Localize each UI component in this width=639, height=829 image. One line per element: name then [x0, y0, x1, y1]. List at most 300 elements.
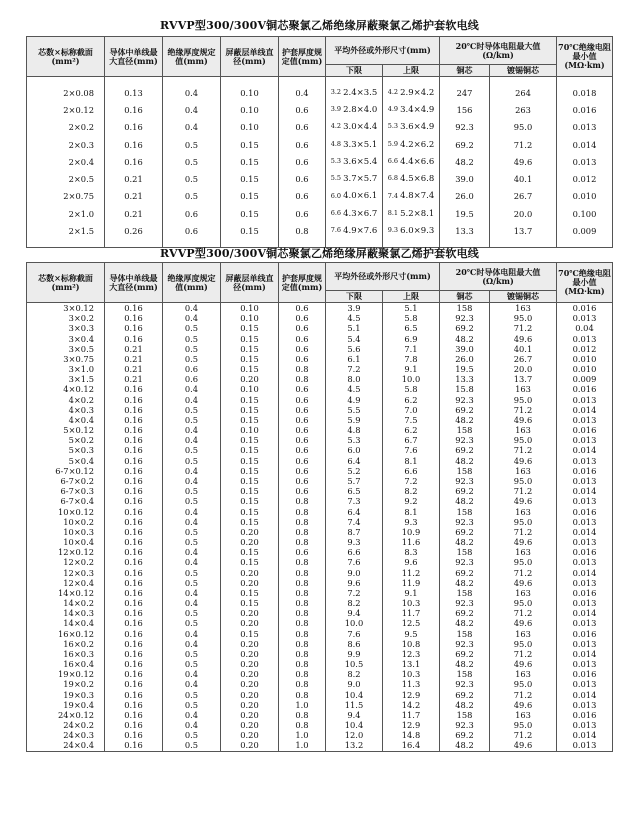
cell-outer-lower: 10.4: [326, 690, 383, 700]
table-row: [27, 445, 613, 455]
cell-shield: 0.15: [221, 476, 279, 486]
cell-conductor: 0.16: [105, 456, 163, 466]
cell-sheath: 0.8: [279, 578, 326, 588]
cell-spec: 14×0.4: [27, 618, 105, 628]
cell-outer-upper: 8.3: [383, 547, 440, 557]
cell-conductor: 0.16: [105, 476, 163, 486]
cell-insulation: 0.5: [163, 456, 221, 466]
table-row: [27, 608, 613, 618]
table-row: [27, 84, 613, 101]
cell-conductor: 0.16: [105, 101, 163, 118]
cell-shield: 0.15: [221, 222, 279, 239]
table-row: [27, 496, 613, 506]
cell-outer-lower: 6.1: [326, 354, 383, 364]
cell-res-copper: 92.3: [440, 395, 490, 405]
cell-res-tinned: 49.6: [490, 537, 557, 547]
cell-spec: 2×1.5: [27, 222, 105, 239]
cell-outer-lower: 7.4: [326, 517, 383, 527]
cell-sheath: 0.6: [279, 153, 326, 170]
table-row: [27, 425, 613, 435]
cell-res-copper: 247: [440, 84, 490, 101]
cell-conductor: 0.16: [105, 119, 163, 136]
cell-insulation: 0.5: [163, 153, 221, 170]
header-conductor: 导体中单线最大直径(mm): [105, 263, 163, 303]
cell-spec: 5×0.4: [27, 456, 105, 466]
cell-res-copper: 48.2: [440, 153, 490, 170]
cell-outer-upper: 6.2: [383, 425, 440, 435]
cell-shield: 0.10: [221, 425, 279, 435]
cell-shield: 0.20: [221, 730, 279, 740]
cell-outer-upper: [383, 136, 440, 153]
cell-res-tinned: 49.6: [490, 700, 557, 710]
cell-insulation-resistance: 0.016: [557, 669, 613, 679]
table-row: [27, 384, 613, 394]
cell-spec: 3×1.0: [27, 364, 105, 374]
cell-res-tinned: 163: [490, 303, 557, 314]
cell-insulation-resistance: 0.014: [557, 608, 613, 618]
cell-conductor: 0.16: [105, 395, 163, 405]
cell-insulation: 0.5: [163, 740, 221, 751]
cell-insulation-resistance: 0.013: [557, 334, 613, 344]
cell-insulation: 0.5: [163, 659, 221, 669]
cell-res-copper: 92.3: [440, 557, 490, 567]
cell-insulation-resistance: 0.014: [557, 136, 613, 153]
header-outer-diameter: 平均外径或外形尺寸(mm): [326, 263, 440, 291]
cell-res-tinned: 71.2: [490, 730, 557, 740]
cell-insulation: 0.5: [163, 405, 221, 415]
header-insulation-resistance: 70℃绝缘电阻最小值(MΩ·km): [557, 263, 613, 303]
cell-insulation: 0.4: [163, 557, 221, 567]
cell-outer-lower: 9.4: [326, 608, 383, 618]
cell-outer-upper: 14.2: [383, 700, 440, 710]
cell-sheath: 0.8: [279, 557, 326, 567]
cell-insulation-resistance: 0.013: [557, 435, 613, 445]
cell-res-copper: 158: [440, 466, 490, 476]
cell-conductor: 0.16: [105, 445, 163, 455]
table-row: [27, 740, 613, 751]
cell-outer-upper: 6.9: [383, 334, 440, 344]
table-row: [27, 364, 613, 374]
cell-res-tinned: 49.6: [490, 618, 557, 628]
header-res-tinned: 镀锡铜芯: [490, 291, 557, 303]
cell-insulation-resistance: 0.014: [557, 486, 613, 496]
header-resistance: 20℃时导体电阻最大值(Ω/km): [440, 37, 557, 65]
cell-shield: 0.10: [221, 384, 279, 394]
cell-insulation: 0.5: [163, 323, 221, 333]
cell-conductor: 0.16: [105, 720, 163, 730]
cell-res-copper: 13.3: [440, 374, 490, 384]
cell-outer-lower: [326, 153, 383, 170]
cell-outer-upper: 7.6: [383, 445, 440, 455]
spacer-cell: [440, 77, 490, 85]
outer-round-value: 4.9: [387, 105, 399, 114]
cell-insulation: 0.5: [163, 136, 221, 153]
cell-outer-upper: 7.5: [383, 415, 440, 425]
cell-res-tinned: 95.0: [490, 119, 557, 136]
cell-outer-lower: 5.5: [326, 405, 383, 415]
cell-insulation: 0.4: [163, 679, 221, 689]
cell-sheath: 0.8: [279, 506, 326, 516]
cell-spec: 3×0.2: [27, 313, 105, 323]
cell-conductor: 0.16: [105, 669, 163, 679]
table-row: [27, 506, 613, 516]
cell-res-copper: 158: [440, 669, 490, 679]
cell-insulation-resistance: 0.010: [557, 188, 613, 205]
cell-insulation-resistance: 0.012: [557, 344, 613, 354]
cell-insulation: 0.5: [163, 649, 221, 659]
cell-insulation-resistance: 0.010: [557, 364, 613, 374]
cell-conductor: 0.16: [105, 649, 163, 659]
cell-conductor: 0.21: [105, 354, 163, 364]
table-row: [27, 405, 613, 415]
cell-sheath: 0.8: [279, 639, 326, 649]
cell-outer-lower: [326, 188, 383, 205]
cell-shield: 0.15: [221, 136, 279, 153]
cell-outer-lower: [326, 170, 383, 187]
cell-res-copper: 48.2: [440, 537, 490, 547]
cell-spec: 19×0.4: [27, 700, 105, 710]
outer-round-value: 5.9: [387, 139, 399, 148]
cell-insulation-resistance: 0.013: [557, 578, 613, 588]
cell-res-tinned: 49.6: [490, 334, 557, 344]
cell-sheath: 0.6: [279, 119, 326, 136]
cell-insulation: 0.5: [163, 700, 221, 710]
cell-shield: 0.15: [221, 188, 279, 205]
cell-res-copper: 158: [440, 547, 490, 557]
table-row: [27, 374, 613, 384]
cell-conductor: 0.16: [105, 598, 163, 608]
cell-sheath: 0.6: [279, 425, 326, 435]
cell-insulation-resistance: 0.014: [557, 405, 613, 415]
cell-conductor: 0.16: [105, 710, 163, 720]
cell-sheath: 0.6: [279, 466, 326, 476]
cell-conductor: 0.16: [105, 730, 163, 740]
cell-sheath: 0.6: [279, 445, 326, 455]
cell-conductor: 0.16: [105, 334, 163, 344]
cell-outer-lower: 9.4: [326, 710, 383, 720]
header-outer-diameter: 平均外径或外形尺寸(mm): [326, 37, 440, 65]
cell-conductor: 0.16: [105, 567, 163, 577]
cell-spec: 10×0.12: [27, 506, 105, 516]
cell-outer-upper: 11.7: [383, 608, 440, 618]
cell-spec: 2×0.5: [27, 170, 105, 187]
cell-insulation-resistance: 0.013: [557, 517, 613, 527]
cell-sheath: 0.6: [279, 435, 326, 445]
table-row: [27, 578, 613, 588]
cell-insulation: 0.4: [163, 119, 221, 136]
cell-conductor: 0.21: [105, 364, 163, 374]
cell-outer-lower: 6.5: [326, 486, 383, 496]
cell-res-copper: 158: [440, 710, 490, 720]
spacer-cell: [221, 77, 279, 85]
cell-outer-upper: 13.1: [383, 659, 440, 669]
cell-res-copper: 48.2: [440, 740, 490, 751]
cell-outer-upper: [383, 205, 440, 222]
cell-res-copper: 92.3: [440, 435, 490, 445]
cell-outer-lower: 5.7: [326, 476, 383, 486]
cell-insulation-resistance: 0.016: [557, 547, 613, 557]
cell-sheath: 1.0: [279, 740, 326, 751]
cell-conductor: 0.16: [105, 629, 163, 639]
cell-insulation-resistance: 0.016: [557, 588, 613, 598]
cell-res-copper: 69.2: [440, 567, 490, 577]
cell-sheath: 0.6: [279, 334, 326, 344]
cell-spec: 6-7×0.3: [27, 486, 105, 496]
cell-conductor: 0.21: [105, 205, 163, 222]
outer-flat-value: 4.2×6.2: [400, 139, 435, 150]
cell-spec: 16×0.3: [27, 649, 105, 659]
cell-insulation: 0.5: [163, 618, 221, 628]
cell-conductor: 0.16: [105, 557, 163, 567]
cell-outer-lower: [326, 84, 383, 101]
cell-shield: 0.15: [221, 170, 279, 187]
cell-outer-upper: 8.2: [383, 486, 440, 496]
table-row: [27, 700, 613, 710]
cell-shield: 0.15: [221, 486, 279, 496]
outer-flat-value: 2.4×3.5: [343, 87, 378, 98]
cell-res-tinned: 95.0: [490, 313, 557, 323]
cell-spec: 4×0.12: [27, 384, 105, 394]
cell-shield: 0.15: [221, 445, 279, 455]
cell-spec: 2×0.2: [27, 119, 105, 136]
cell-sheath: 0.6: [279, 415, 326, 425]
cell-insulation-resistance: 0.013: [557, 618, 613, 628]
cell-res-copper: 39.0: [440, 170, 490, 187]
outer-round-value: 6.6: [387, 157, 399, 166]
cell-sheath: 1.0: [279, 700, 326, 710]
cell-res-tinned: 95.0: [490, 679, 557, 689]
cell-shield: 0.20: [221, 649, 279, 659]
cell-insulation: 0.4: [163, 384, 221, 394]
cell-insulation: 0.4: [163, 720, 221, 730]
cell-sheath: 0.8: [279, 629, 326, 639]
cell-insulation: 0.4: [163, 313, 221, 323]
cell-outer-upper: 9.5: [383, 629, 440, 639]
header-conductor: 导体中单线最大直径(mm): [105, 37, 163, 77]
outer-flat-value: 3.4×4.9: [400, 104, 435, 115]
cell-shield: 0.15: [221, 598, 279, 608]
table-row: [27, 537, 613, 547]
cell-shield: 0.20: [221, 374, 279, 384]
cell-shield: 0.20: [221, 639, 279, 649]
cell-conductor: 0.16: [105, 588, 163, 598]
cell-spec: 24×0.3: [27, 730, 105, 740]
cell-shield: 0.15: [221, 456, 279, 466]
outer-round-value: 3.2: [330, 87, 342, 96]
cell-insulation-resistance: 0.013: [557, 557, 613, 567]
cell-sheath: 0.6: [279, 101, 326, 118]
cell-spec: 14×0.2: [27, 598, 105, 608]
cell-sheath: 0.6: [279, 303, 326, 314]
cell-outer-lower: 7.6: [326, 557, 383, 567]
cell-outer-upper: [383, 188, 440, 205]
cell-res-tinned: 163: [490, 506, 557, 516]
table-row: [27, 557, 613, 567]
cell-sheath: 0.8: [279, 710, 326, 720]
cell-res-tinned: 49.6: [490, 578, 557, 588]
cell-outer-upper: 9.3: [383, 517, 440, 527]
cell-shield: 0.20: [221, 700, 279, 710]
outer-flat-value: 4.5×6.8: [400, 174, 435, 185]
cell-insulation: 0.5: [163, 496, 221, 506]
table-row: [27, 476, 613, 486]
header-res-tinned: 镀锡铜芯: [490, 65, 557, 77]
cell-res-tinned: 95.0: [490, 598, 557, 608]
cell-outer-lower: 3.9: [326, 303, 383, 314]
cell-sheath: 0.6: [279, 456, 326, 466]
cell-res-tinned: 40.1: [490, 170, 557, 187]
cell-outer-lower: 6.0: [326, 445, 383, 455]
cell-res-tinned: 71.2: [490, 445, 557, 455]
cell-res-copper: 69.2: [440, 649, 490, 659]
cell-res-tinned: 49.6: [490, 415, 557, 425]
cell-shield: 0.10: [221, 313, 279, 323]
cell-res-tinned: 163: [490, 466, 557, 476]
cell-insulation: 0.4: [163, 588, 221, 598]
spacer-cell: [163, 77, 221, 85]
cell-res-copper: 48.2: [440, 456, 490, 466]
cell-spec: 3×0.12: [27, 303, 105, 314]
cell-outer-upper: 10.9: [383, 527, 440, 537]
table-row: [27, 730, 613, 740]
header-outer-lower: 下限: [326, 65, 383, 77]
cell-spec: 5×0.12: [27, 425, 105, 435]
cell-sheath: 0.8: [279, 690, 326, 700]
cell-insulation-resistance: 0.013: [557, 313, 613, 323]
cell-shield: 0.15: [221, 496, 279, 506]
cell-outer-lower: [326, 136, 383, 153]
cell-shield: 0.15: [221, 557, 279, 567]
cell-outer-upper: [383, 222, 440, 239]
cell-res-copper: 92.3: [440, 639, 490, 649]
cell-sheath: 0.8: [279, 222, 326, 239]
cell-insulation: 0.5: [163, 527, 221, 537]
table-row: [27, 679, 613, 689]
table-row: [27, 435, 613, 445]
cell-sheath: 0.6: [279, 547, 326, 557]
cell-outer-upper: 7.0: [383, 405, 440, 415]
cell-spec: 10×0.2: [27, 517, 105, 527]
cell-insulation: 0.4: [163, 669, 221, 679]
cell-insulation: 0.4: [163, 547, 221, 557]
cell-res-tinned: 49.6: [490, 740, 557, 751]
cell-outer-lower: 5.9: [326, 415, 383, 425]
cell-res-tinned: 13.7: [490, 222, 557, 239]
cell-outer-upper: 12.9: [383, 720, 440, 730]
cell-res-copper: 26.0: [440, 354, 490, 364]
cell-spec: 2×0.08: [27, 84, 105, 101]
cell-outer-upper: 11.7: [383, 710, 440, 720]
outer-round-value: 8.1: [387, 208, 399, 217]
cell-shield: 0.20: [221, 720, 279, 730]
cell-shield: 0.10: [221, 101, 279, 118]
spacer-cell: [557, 77, 613, 85]
cell-outer-upper: [383, 101, 440, 118]
cell-spec: 14×0.12: [27, 588, 105, 598]
cell-res-tinned: 163: [490, 588, 557, 598]
cell-outer-lower: 5.3: [326, 435, 383, 445]
cell-spec: 10×0.4: [27, 537, 105, 547]
cell-outer-lower: 4.9: [326, 395, 383, 405]
cell-shield: 0.15: [221, 395, 279, 405]
table1-title: RVVP型300/300V铜芯聚氯乙烯绝缘屏蔽聚氯乙烯护套软电线: [160, 19, 479, 32]
cell-insulation: 0.5: [163, 170, 221, 187]
header-spec: 芯数×标称截面(mm²): [27, 37, 105, 77]
cell-conductor: 0.16: [105, 303, 163, 314]
outer-round-value: 3.9: [330, 105, 342, 114]
cell-shield: 0.20: [221, 567, 279, 577]
cell-conductor: 0.16: [105, 659, 163, 669]
cell-shield: 0.15: [221, 588, 279, 598]
cell-spec: 5×0.3: [27, 445, 105, 455]
cell-conductor: 0.16: [105, 384, 163, 394]
cell-sheath: 0.8: [279, 618, 326, 628]
cell-outer-upper: 6.5: [383, 323, 440, 333]
cell-spec: 3×0.4: [27, 334, 105, 344]
cell-outer-upper: 10.3: [383, 598, 440, 608]
cell-res-copper: 92.3: [440, 313, 490, 323]
cell-conductor: 0.16: [105, 578, 163, 588]
cell-sheath: 0.8: [279, 527, 326, 537]
cell-sheath: 0.8: [279, 496, 326, 506]
cell-res-tinned: 163: [490, 384, 557, 394]
cell-outer-upper: 9.2: [383, 496, 440, 506]
outer-flat-value: 3.7×5.7: [343, 174, 378, 185]
cell-insulation-resistance: 0.013: [557, 496, 613, 506]
cell-outer-upper: 11.6: [383, 537, 440, 547]
cell-shield: 0.20: [221, 710, 279, 720]
cell-spec: 14×0.3: [27, 608, 105, 618]
cell-res-tinned: 263: [490, 101, 557, 118]
cell-outer-upper: 11.2: [383, 567, 440, 577]
outer-flat-value: 2.9×4.2: [400, 87, 435, 98]
cell-sheath: 0.6: [279, 405, 326, 415]
cell-outer-upper: 5.8: [383, 384, 440, 394]
cell-outer-upper: 5.1: [383, 303, 440, 314]
cell-res-copper: 48.2: [440, 496, 490, 506]
cell-insulation-resistance: 0.016: [557, 303, 613, 314]
cell-spec: 16×0.2: [27, 639, 105, 649]
cell-shield: 0.15: [221, 435, 279, 445]
cell-shield: 0.20: [221, 608, 279, 618]
cell-shield: 0.15: [221, 547, 279, 557]
cell-sheath: 0.8: [279, 679, 326, 689]
cell-spec: 2×0.75: [27, 188, 105, 205]
cell-shield: 0.15: [221, 153, 279, 170]
cell-shield: 0.15: [221, 323, 279, 333]
cell-spec: 3×0.3: [27, 323, 105, 333]
cell-res-copper: 48.2: [440, 659, 490, 669]
cell-sheath: 0.6: [279, 205, 326, 222]
spacer-cell: [27, 77, 105, 85]
cell-insulation: 0.5: [163, 608, 221, 618]
cell-spec: 2×0.3: [27, 136, 105, 153]
cell-conductor: 0.16: [105, 435, 163, 445]
outer-flat-value: 4.8×7.4: [400, 191, 435, 202]
cell-insulation-resistance: 0.014: [557, 567, 613, 577]
cell-insulation-resistance: 0.012: [557, 170, 613, 187]
table1: [26, 36, 613, 248]
cell-res-tinned: 49.6: [490, 659, 557, 669]
cell-sheath: 0.6: [279, 313, 326, 323]
header-res-copper: 铜芯: [440, 65, 490, 77]
cell-outer-upper: 7.8: [383, 354, 440, 364]
cell-insulation: 0.5: [163, 567, 221, 577]
cell-spec: 3×1.5: [27, 374, 105, 384]
cell-res-tinned: 264: [490, 84, 557, 101]
cell-insulation-resistance: 0.014: [557, 527, 613, 537]
cell-res-copper: 19.5: [440, 205, 490, 222]
